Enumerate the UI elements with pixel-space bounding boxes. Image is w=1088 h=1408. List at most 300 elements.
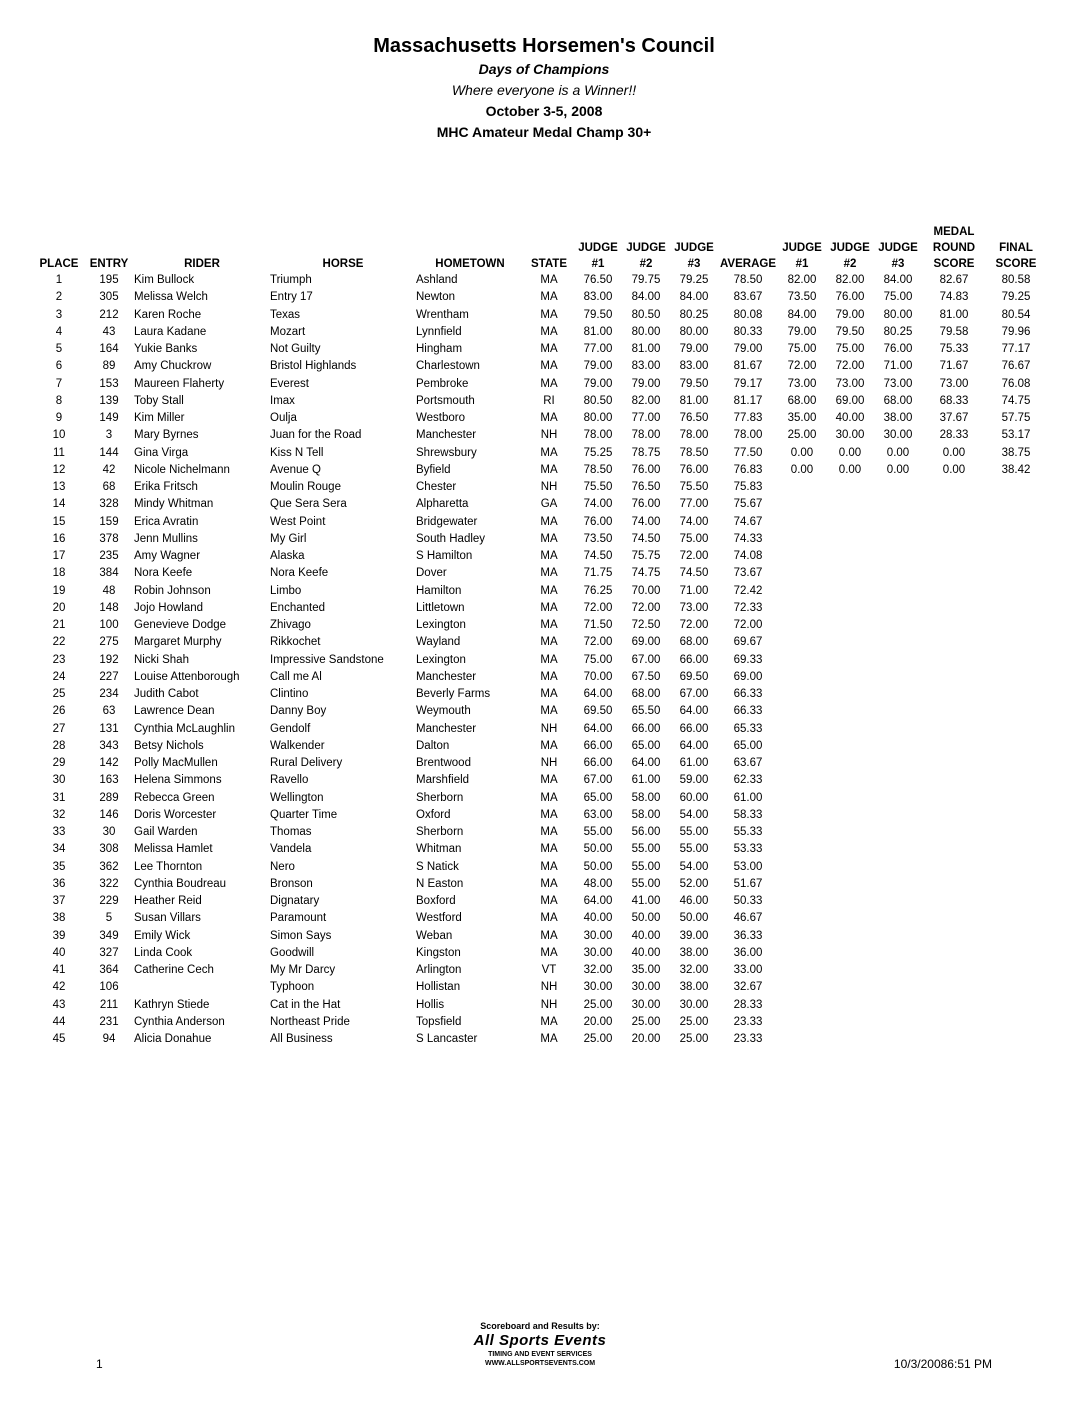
final-score-cell: 53.17	[1001, 429, 1031, 442]
table-row	[34, 755, 1046, 772]
average-cell: 36.33	[733, 929, 763, 942]
place-cell: 10	[52, 429, 66, 442]
judge-1-cell: 80.00	[583, 412, 613, 424]
brand-name: All Sports Events	[473, 1332, 607, 1349]
entry-cell: 164	[99, 343, 119, 355]
state-cell: GA	[540, 498, 558, 511]
rider-cell: Kim Bullock	[134, 274, 195, 286]
rider-cell: Melissa Hamlet	[134, 843, 213, 856]
hometown-cell: Ashland	[416, 274, 458, 286]
round-score-cell	[922, 617, 986, 634]
horse-cell: West Point	[270, 515, 326, 528]
medal-judge-1-cell: 0.00	[790, 446, 814, 459]
final-score-cell	[986, 548, 1046, 565]
place-cell: 44	[52, 1015, 66, 1028]
round-score-cell	[922, 634, 986, 651]
entry-cell: 159	[99, 515, 119, 528]
place-cell: 15	[52, 515, 66, 528]
horse-cell: Goodwill	[270, 946, 315, 959]
judge-2-cell: 67.00	[631, 653, 661, 666]
medal-judge-1-cell	[778, 514, 826, 531]
entry-cell: 378	[99, 532, 119, 545]
rider-cell: Kathryn Stiede	[134, 998, 210, 1011]
entry-cell: 48	[102, 584, 116, 597]
medal-judge-2-cell: 69.00	[835, 394, 865, 407]
medal-judge-2-cell	[826, 514, 874, 531]
state-cell: MA	[540, 860, 558, 873]
medal-header: MEDAL	[933, 226, 975, 238]
medal-judge-3-cell	[874, 634, 922, 651]
table-row	[34, 738, 1046, 755]
hometown-cell: Arlington	[416, 964, 462, 976]
judge-1-cell: 48.00	[583, 877, 613, 890]
hometown-cell: Bridgewater	[416, 515, 478, 528]
round-score-cell: 75.33	[939, 343, 969, 355]
medal-judge-3-cell	[874, 755, 922, 772]
hometown-cell: Byfield	[416, 463, 451, 476]
final-score-cell: 80.58	[1001, 274, 1031, 286]
horse-cell: Que Sera Sera	[270, 498, 347, 511]
page-number: 1	[96, 1357, 103, 1371]
judge-3-cell: 78.50	[679, 446, 709, 459]
judge-1-cell: 30.00	[583, 946, 613, 959]
average-cell: 23.33	[733, 1033, 763, 1045]
table-row	[34, 962, 1046, 979]
judge-1-cell: 79.50	[583, 308, 613, 321]
medal-judge-2-cell	[826, 772, 874, 789]
final-score-cell: 74.75	[1001, 394, 1031, 407]
rider-cell: Susan Villars	[134, 912, 201, 925]
final-score-cell	[986, 703, 1046, 720]
horse-cell: Juan for the Road	[270, 429, 362, 442]
judge-3-cell: 66.00	[679, 722, 709, 735]
judge-2-cell: 30.00	[631, 998, 661, 1011]
entry-cell: 308	[99, 843, 119, 856]
header-row-1	[34, 224, 1046, 240]
hometown-header: HOMETOWN	[435, 258, 505, 270]
table-row	[34, 1014, 1046, 1031]
round-score-cell: 0.00	[942, 463, 966, 476]
medal-judge-2-cell	[826, 790, 874, 807]
medal-judge-1-cell	[778, 496, 826, 513]
state-cell: MA	[540, 619, 558, 631]
table-row	[34, 686, 1046, 703]
rider-cell: Nora Keefe	[134, 567, 193, 580]
horse-cell: Enchanted	[270, 601, 325, 614]
judge-1-cell: 64.00	[583, 895, 613, 907]
round-score-cell	[922, 841, 986, 858]
judge-1-cell: 74.00	[583, 498, 613, 511]
medal-judge-3-cell	[874, 928, 922, 945]
medal-judge-3-cell: 38.00	[883, 412, 913, 424]
horse-cell: Kiss N Tell	[270, 446, 324, 459]
entry-cell: 43	[102, 325, 116, 338]
judge-1-cell: 50.00	[583, 860, 613, 873]
entry-cell: 322	[99, 877, 119, 890]
judge-2-cell: 80.50	[631, 308, 661, 321]
rider-cell: Kim Miller	[134, 412, 185, 424]
average-cell: 78.50	[733, 274, 763, 286]
rider-cell: Nicki Shah	[134, 653, 189, 666]
hometown-cell: Westford	[416, 912, 462, 925]
event-tagline: Where everyone is a Winner!!	[451, 82, 637, 98]
table-row	[34, 859, 1046, 876]
rider-cell: Robin Johnson	[134, 584, 211, 597]
table-row	[34, 721, 1046, 738]
place-cell: 25	[52, 688, 66, 700]
average-cell: 78.00	[733, 429, 763, 442]
medal-judge-2-cell: 30.00	[835, 429, 865, 442]
final-score-cell	[986, 859, 1046, 876]
table-row	[34, 565, 1046, 582]
entry-cell: 235	[99, 550, 119, 562]
entry-cell: 362	[99, 860, 119, 873]
judge-1-cell: 64.00	[583, 688, 613, 700]
entry-cell: 211	[99, 998, 119, 1011]
table-row	[34, 772, 1046, 789]
hometown-cell: Shrewsbury	[416, 446, 477, 459]
average-cell: 72.42	[733, 584, 763, 597]
horse-cell: Thomas	[270, 826, 312, 838]
medal-judge-1-cell	[778, 600, 826, 617]
judge-1-cell: 20.00	[583, 1015, 613, 1028]
judge-3-cell: 80.25	[679, 308, 709, 321]
final-score-cell	[986, 910, 1046, 927]
medal-judge-2-cell	[826, 652, 874, 669]
judge-2-cell: 55.00	[631, 843, 661, 856]
final-score-cell	[986, 617, 1046, 634]
medal-judge-1-cell	[778, 841, 826, 858]
horse-cell: Typhoon	[270, 981, 315, 994]
medal-judge-1-cell	[778, 1014, 826, 1031]
medal-judge-3-cell	[874, 1014, 922, 1031]
place-cell: 37	[52, 895, 66, 907]
hometown-cell: Manchester	[416, 429, 477, 442]
place-cell: 45	[52, 1033, 66, 1045]
judge-2-cell: 76.00	[631, 498, 661, 511]
medal-judge-3-cell	[874, 721, 922, 738]
place-cell: 20	[52, 601, 66, 614]
state-cell: MA	[540, 774, 558, 787]
medal-judge-3-cell	[874, 945, 922, 962]
horse-cell: Moulin Rouge	[270, 481, 341, 493]
hometown-cell: Charlestown	[416, 360, 480, 373]
state-cell: MA	[540, 739, 558, 752]
judge-3-cell: 74.00	[679, 515, 709, 528]
table-row	[34, 289, 1046, 306]
entry-cell: 289	[99, 791, 119, 804]
state-cell: MA	[540, 343, 558, 355]
place-cell: 28	[52, 739, 66, 752]
medal-judge-2-cell	[826, 876, 874, 893]
medal-judge-3-cell: 84.00	[883, 274, 913, 286]
council-title: Massachusetts Horsemen's Council	[373, 35, 715, 57]
entry-cell: 212	[99, 308, 119, 321]
average-cell: 46.67	[733, 912, 763, 925]
judge-2-cell: 69.00	[631, 636, 661, 649]
hometown-cell: South Hadley	[416, 532, 486, 545]
rider-cell: Betsy Nichols	[134, 739, 204, 752]
judge-2-cell: 80.00	[631, 325, 661, 338]
medal-judge-2-cell	[826, 583, 874, 600]
judge-3-cell: 66.00	[679, 653, 709, 666]
table-row	[34, 583, 1046, 600]
horse-cell: Rikkochet	[270, 636, 321, 649]
rider-cell: Erica Avratin	[134, 515, 199, 528]
judge-3-cell: 79.25	[679, 274, 709, 286]
state-cell: MA	[540, 808, 558, 821]
table-row	[34, 548, 1046, 565]
entry-cell: 275	[99, 636, 119, 649]
medal-judge-2-cell: 82.00	[835, 274, 865, 286]
hometown-cell: Beverly Farms	[416, 688, 491, 700]
horse-cell: Bronson	[270, 877, 313, 890]
hometown-cell: N Easton	[416, 877, 464, 890]
round-score-cell	[922, 807, 986, 824]
medal-judge-2-cell	[826, 893, 874, 910]
judge-3-cell: 54.00	[679, 860, 709, 873]
average-cell: 61.00	[733, 791, 763, 804]
horse-cell: Vandela	[270, 843, 312, 856]
medal-judge-2-cell	[826, 634, 874, 651]
medal-judge-2-cell	[826, 807, 874, 824]
judge-2-cell: 20.00	[631, 1033, 661, 1045]
entry-cell: 146	[99, 808, 119, 821]
hometown-cell: Kingston	[416, 946, 461, 959]
medal-judge-2-cell	[826, 997, 874, 1014]
medal-judge-1-cell: 82.00	[787, 274, 817, 286]
entry-cell: 148	[99, 601, 119, 614]
judge-3-cell: 64.00	[679, 739, 709, 752]
final-score-cell	[986, 652, 1046, 669]
judge-1-cell: 30.00	[583, 981, 613, 994]
average-cell: 65.33	[733, 722, 763, 735]
judge-3-cell: 50.00	[679, 912, 709, 925]
round-score-cell	[922, 790, 986, 807]
medal-judge-1-cell: 73.50	[787, 291, 817, 304]
medal-judge-3-num: #3	[891, 258, 905, 270]
medal-judge-1-cell: 79.00	[787, 325, 817, 338]
state-header: STATE	[531, 258, 567, 270]
horse-cell: Triumph	[270, 274, 312, 286]
judge-2-cell: 58.00	[631, 808, 661, 821]
entry-cell: 384	[99, 567, 119, 580]
table-row	[34, 824, 1046, 841]
rider-cell: Helena Simmons	[134, 774, 222, 787]
judge-2-cell: 76.50	[631, 481, 661, 493]
hometown-cell: Portsmouth	[416, 394, 475, 407]
medal-judge-3-cell	[874, 1031, 922, 1048]
medal-judge-3-cell	[874, 738, 922, 755]
medal-judge-1-cell: 75.00	[787, 343, 817, 355]
judge-3-cell: 59.00	[679, 774, 709, 787]
entry-cell: 100	[99, 619, 119, 631]
final-score-cell	[986, 514, 1046, 531]
judge-1-cell: 76.00	[583, 515, 613, 528]
table-row	[34, 669, 1046, 686]
judge-2-cell: 55.00	[631, 860, 661, 873]
medal-judge-2-cell: 75.00	[835, 343, 865, 355]
table-row	[34, 841, 1046, 858]
judge-2-cell: 79.00	[631, 377, 661, 390]
hometown-cell: Sherborn	[416, 791, 464, 804]
hometown-cell: Marshfield	[416, 774, 470, 787]
table-row	[34, 600, 1046, 617]
average-cell: 58.33	[733, 808, 763, 821]
entry-cell: 192	[99, 653, 119, 666]
average-cell: 79.00	[733, 343, 763, 355]
horse-cell: My Mr Darcy	[270, 964, 336, 976]
hometown-cell: Westboro	[416, 412, 466, 424]
judge-2-cell: 41.00	[631, 895, 661, 907]
final-score-cell: 38.42	[1001, 463, 1031, 476]
rider-cell: Mindy Whitman	[134, 498, 214, 511]
medal-judge-3-cell	[874, 997, 922, 1014]
medal-judge-1-cell: 72.00	[787, 360, 817, 373]
final-score-cell	[986, 531, 1046, 548]
medal-judge-1-cell	[778, 669, 826, 686]
place-header: PLACE	[39, 258, 79, 270]
average-cell: 32.67	[733, 981, 763, 994]
final-score-cell	[986, 962, 1046, 979]
table-row	[34, 341, 1046, 358]
average-cell: 81.17	[733, 394, 763, 407]
judge-3-cell: 74.50	[679, 567, 709, 580]
table-row	[34, 462, 1046, 479]
rider-header: RIDER	[184, 258, 220, 270]
rider-cell: Erika Fritsch	[134, 481, 198, 493]
horse-cell: Alaska	[270, 550, 305, 562]
medal-judge-2-cell	[826, 479, 874, 496]
round-score-cell	[922, 583, 986, 600]
place-cell: 24	[52, 670, 66, 683]
judge-1-cell: 80.50	[583, 394, 613, 407]
place-cell: 18	[52, 567, 66, 580]
judge-3-cell: 76.50	[679, 412, 709, 424]
hometown-cell: Topsfield	[416, 1015, 462, 1028]
state-cell: MA	[540, 412, 558, 424]
judge-2-cell: 75.75	[631, 550, 661, 562]
judge-3-cell: 46.00	[679, 895, 709, 907]
judge-3-cell: 78.00	[679, 429, 709, 442]
entry-cell: 5	[105, 912, 113, 925]
state-cell: MA	[540, 1015, 558, 1028]
judge-3-cell: 39.00	[679, 929, 709, 942]
horse-cell: Paramount	[270, 912, 327, 925]
rider-cell: Judith Cabot	[134, 688, 199, 700]
judge-2-cell: 76.00	[631, 463, 661, 476]
round-score-cell	[922, 859, 986, 876]
medal-judge-2-cell	[826, 669, 874, 686]
state-cell: MA	[540, 929, 558, 942]
medal-judge-2-cell	[826, 600, 874, 617]
entry-cell: 106	[99, 981, 119, 994]
results-table	[34, 224, 1046, 1048]
medal-judge-2-cell	[826, 755, 874, 772]
average-cell: 65.00	[733, 739, 763, 752]
round-score-cell	[922, 945, 986, 962]
state-cell: MA	[540, 1033, 558, 1045]
average-cell: 77.83	[733, 412, 763, 424]
round-score-cell: 68.33	[939, 394, 969, 407]
medal-judge-3-cell: 75.00	[883, 291, 913, 304]
horse-cell: Call me Al	[270, 670, 322, 683]
rider-cell: Doris Worcester	[134, 808, 217, 821]
entry-cell: 163	[99, 774, 119, 787]
judge-1-cell: 32.00	[583, 964, 613, 976]
judge-1-cell: 79.00	[583, 360, 613, 373]
medal-judge-3-cell	[874, 565, 922, 582]
final-score-cell	[986, 496, 1046, 513]
judge-2-cell: 78.00	[631, 429, 661, 442]
judge-3-cell: 80.00	[679, 325, 709, 338]
horse-cell: Wellington	[270, 791, 324, 804]
medal-judge-3-cell	[874, 824, 922, 841]
horse-cell: Bristol Highlands	[270, 360, 357, 373]
brand-website: WWW.ALLSPORTSEVENTS.COM	[484, 1360, 596, 1367]
judge-3-cell: 68.00	[679, 636, 709, 649]
hometown-cell: Brentwood	[416, 757, 471, 769]
medal-judge-2-cell: 0.00	[838, 463, 862, 476]
state-cell: NH	[540, 429, 558, 442]
round-score-cell: 82.67	[939, 274, 969, 286]
final-score-cell	[986, 565, 1046, 582]
hometown-cell: S Lancaster	[416, 1033, 478, 1045]
place-cell: 21	[52, 619, 66, 631]
rider-cell: Margaret Murphy	[134, 636, 222, 649]
final-score-cell: 77.17	[1001, 343, 1031, 355]
judge-3-cell: 72.00	[679, 550, 709, 562]
table-row	[34, 1031, 1046, 1048]
final-score-cell: 80.54	[1001, 308, 1031, 321]
hometown-cell: Boxford	[416, 895, 456, 907]
judge-3-cell: 72.00	[679, 619, 709, 631]
judge-3-cell: 71.00	[679, 584, 709, 597]
table-row	[34, 634, 1046, 651]
horse-cell: Gendolf	[270, 722, 311, 735]
medal-judge-3-cell	[874, 514, 922, 531]
medal-judge-1-num: #1	[795, 258, 809, 270]
judge-2-cell: 61.00	[631, 774, 661, 787]
average-cell: 69.00	[733, 670, 763, 683]
final-score-cell	[986, 790, 1046, 807]
judge-2-cell: 35.00	[631, 964, 661, 976]
medal-judge-3-cell	[874, 979, 922, 996]
state-cell: MA	[540, 550, 558, 562]
place-cell: 3	[55, 308, 63, 321]
hometown-cell: Newton	[416, 291, 455, 304]
hometown-cell: Littletown	[416, 601, 465, 614]
judge-1-cell: 69.50	[583, 705, 613, 718]
place-cell: 30	[52, 774, 66, 787]
judge-3-cell: 76.00	[679, 463, 709, 476]
final-score-cell	[986, 686, 1046, 703]
judge-1-cell: 78.50	[583, 463, 613, 476]
entry-cell: 234	[99, 688, 119, 700]
place-cell: 39	[52, 929, 66, 942]
final-score-cell	[986, 738, 1046, 755]
table-row	[34, 479, 1046, 496]
state-cell: MA	[540, 377, 558, 390]
judge-1-cell: 40.00	[583, 912, 613, 925]
medal-judge-2-cell	[826, 548, 874, 565]
medal-judge-1-cell	[778, 479, 826, 496]
medal-judge-1-cell	[778, 634, 826, 651]
place-cell: 22	[52, 636, 66, 649]
place-cell: 33	[52, 826, 66, 838]
table-row	[34, 496, 1046, 513]
judge-1-num: #1	[591, 258, 605, 270]
